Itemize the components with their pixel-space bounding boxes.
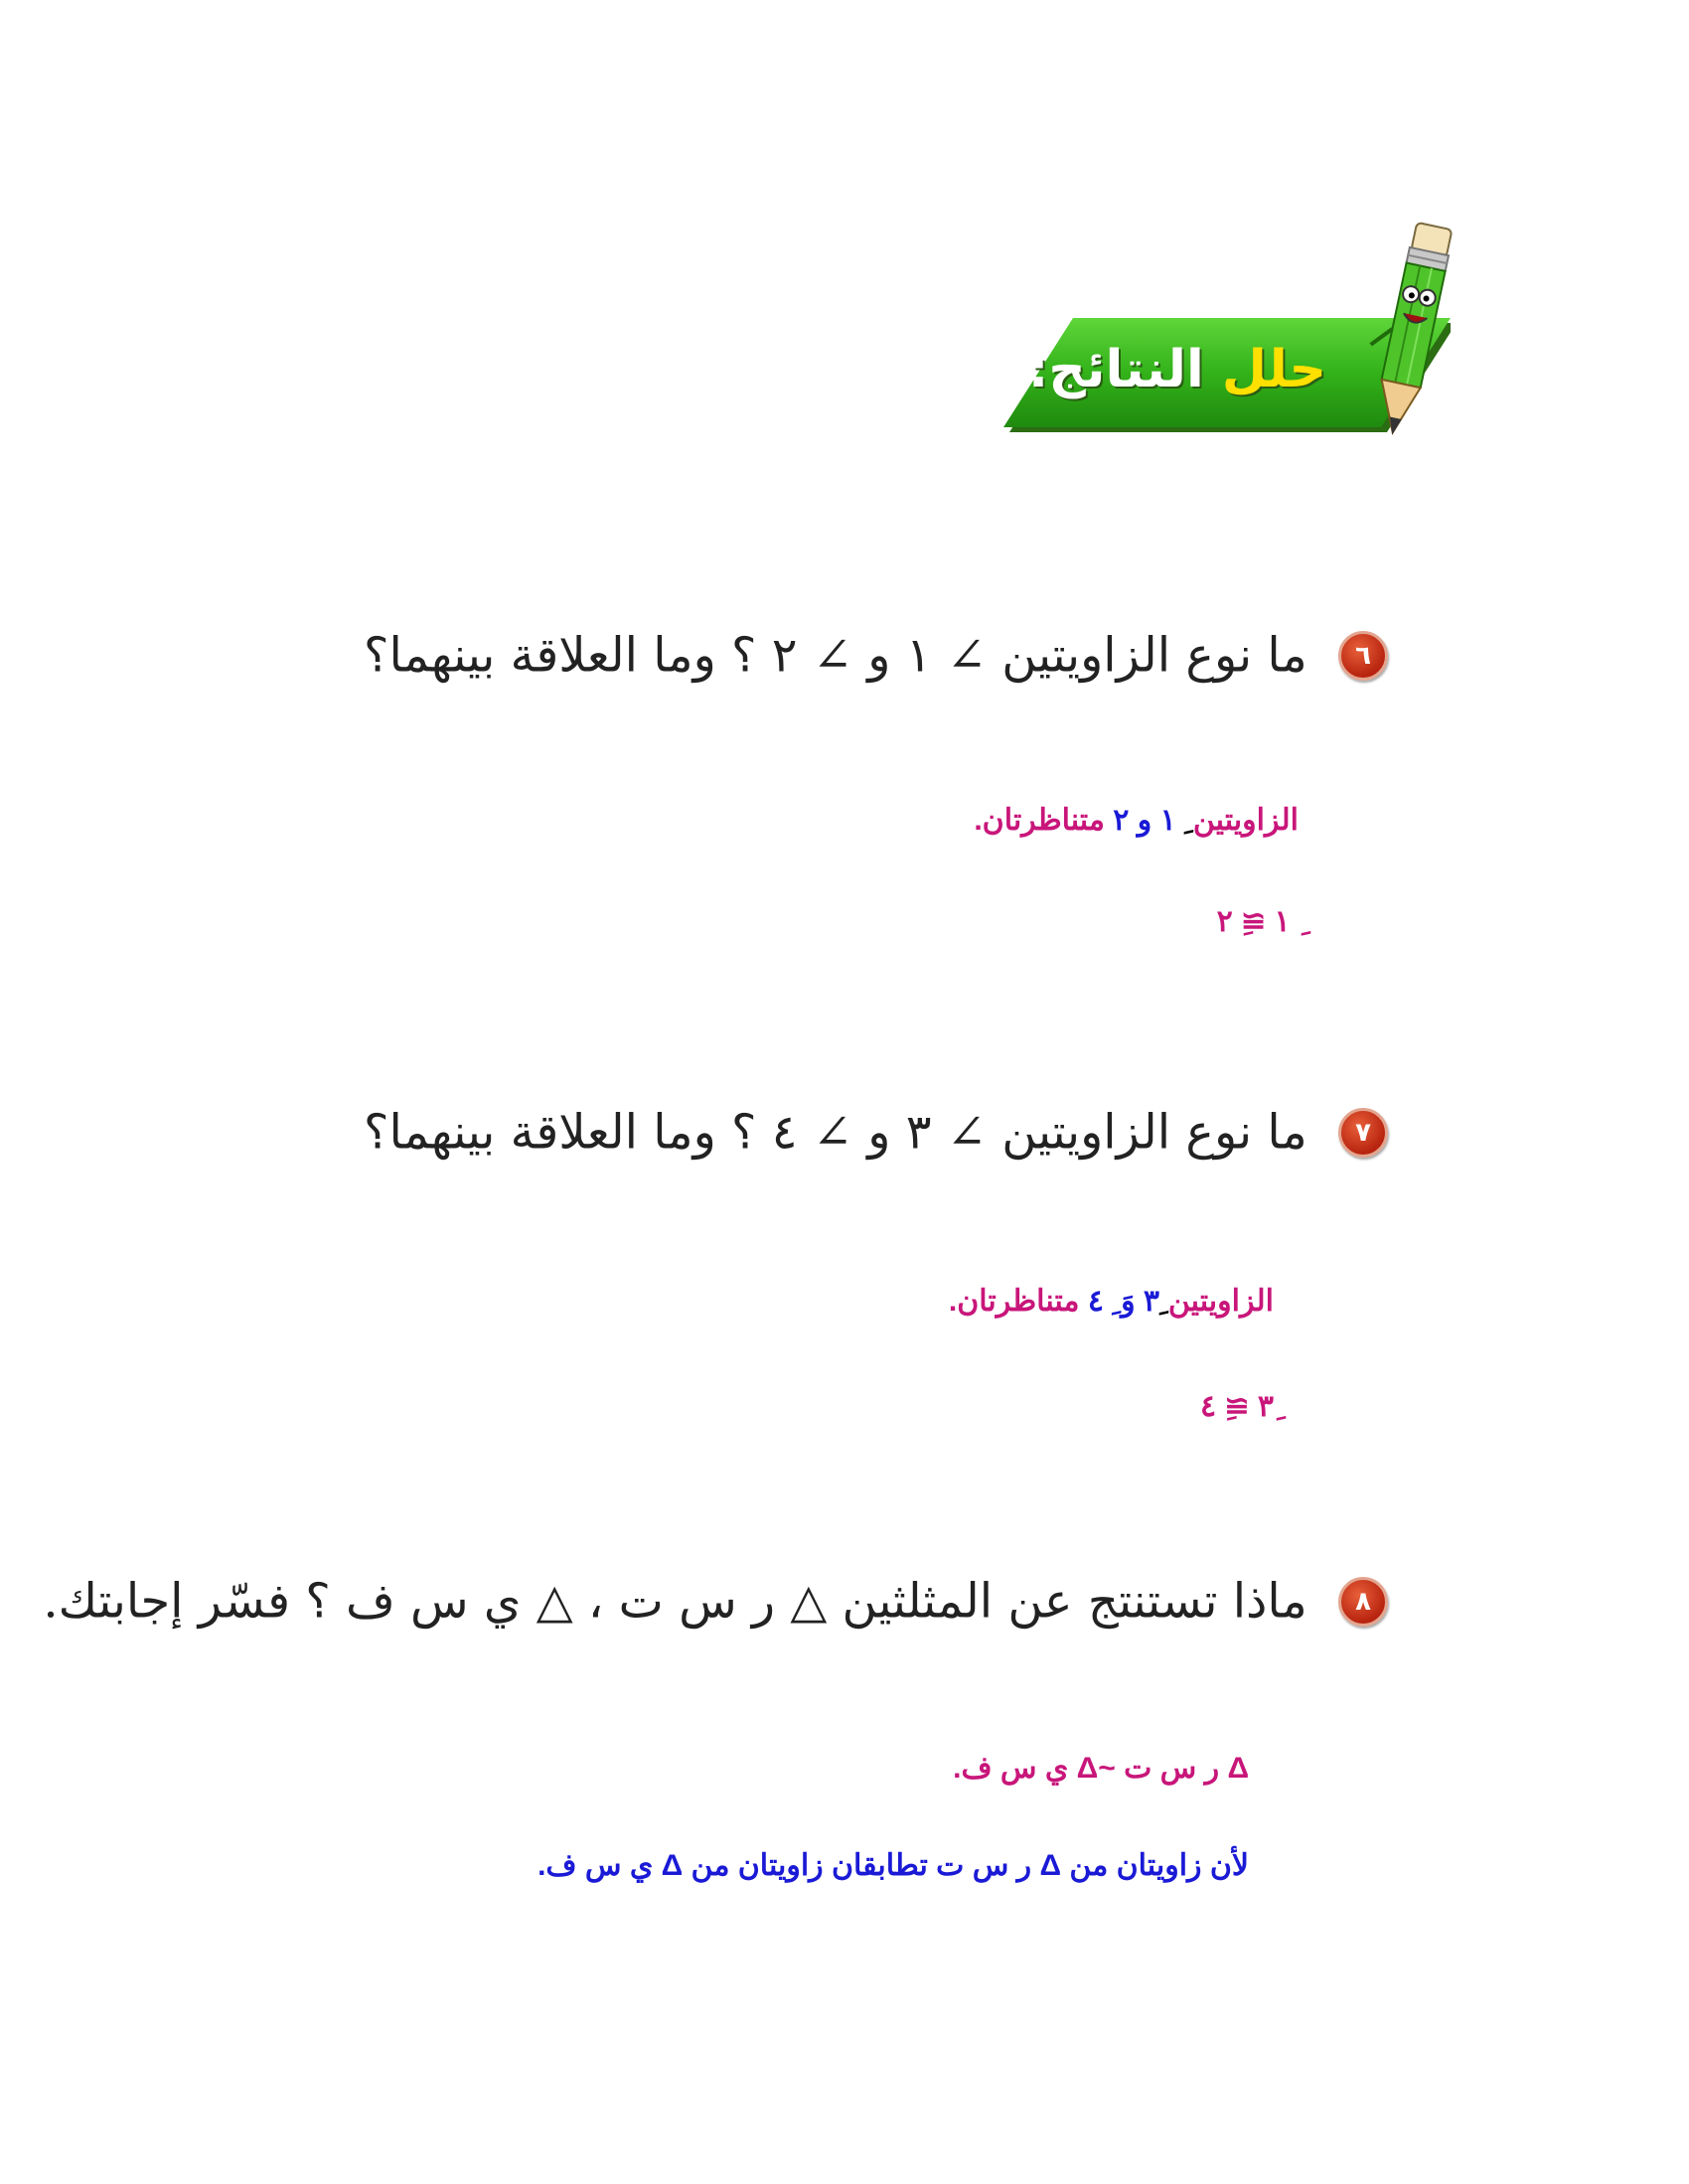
answer-conclusion: متناظرتان. xyxy=(948,1285,1080,1318)
question-text: ماذا تستنتج عن المثلثين △ ر س ت ، △ ي س ف ؟ فسّر إجابتك. xyxy=(43,1573,1307,1630)
question-text: ما نوع الزاويتين ∠ ١ و ∠ ٢ ؟ وما العلاقة بينهما؟ xyxy=(364,627,1307,684)
answer-7-line1 xyxy=(949,1284,1274,1319)
answer-label: الزاويتين xyxy=(1167,1285,1274,1318)
section-title-word1: حلل xyxy=(1221,340,1326,399)
answer-7-relation: ِ٣ ≅ِ ٤ xyxy=(1199,1390,1274,1423)
question-text: ما نوع الزاويتين ∠ ٣ و ∠ ٤ ؟ وما العلاقة بينهما؟ xyxy=(364,1104,1307,1161)
answer-label: الزاويتين xyxy=(1192,804,1299,837)
question-7 xyxy=(364,1101,1388,1161)
answer-angles: ِ٣ وَ ِ ٤ xyxy=(1087,1285,1160,1318)
question-number-badge: ٧ xyxy=(1338,1108,1388,1158)
answer-8-line2: لأن زاويتان من Δ ر س ت تطابقان زاويتان من Δ ي س ف. xyxy=(537,1849,1249,1882)
question-number-badge: ٨ xyxy=(1338,1577,1388,1627)
question-6 xyxy=(364,624,1388,684)
section-title xyxy=(1028,340,1326,399)
answer-conclusion: متناظرتان. xyxy=(974,804,1105,837)
answer-6-relation: ِ ١ ≅ِ ٢ xyxy=(1216,905,1299,938)
question-number-badge: ٦ xyxy=(1338,631,1388,681)
answer-8-line1: Δ ر س ت ~Δ ي س ف. xyxy=(953,1752,1249,1785)
answer-angles: ِ ١ و ٢ xyxy=(1113,804,1185,837)
section-title-word2: النتائج: xyxy=(1027,340,1204,399)
answer-6-line1 xyxy=(974,803,1299,838)
pencil-mascot-icon xyxy=(1356,214,1465,452)
question-8 xyxy=(43,1570,1388,1630)
